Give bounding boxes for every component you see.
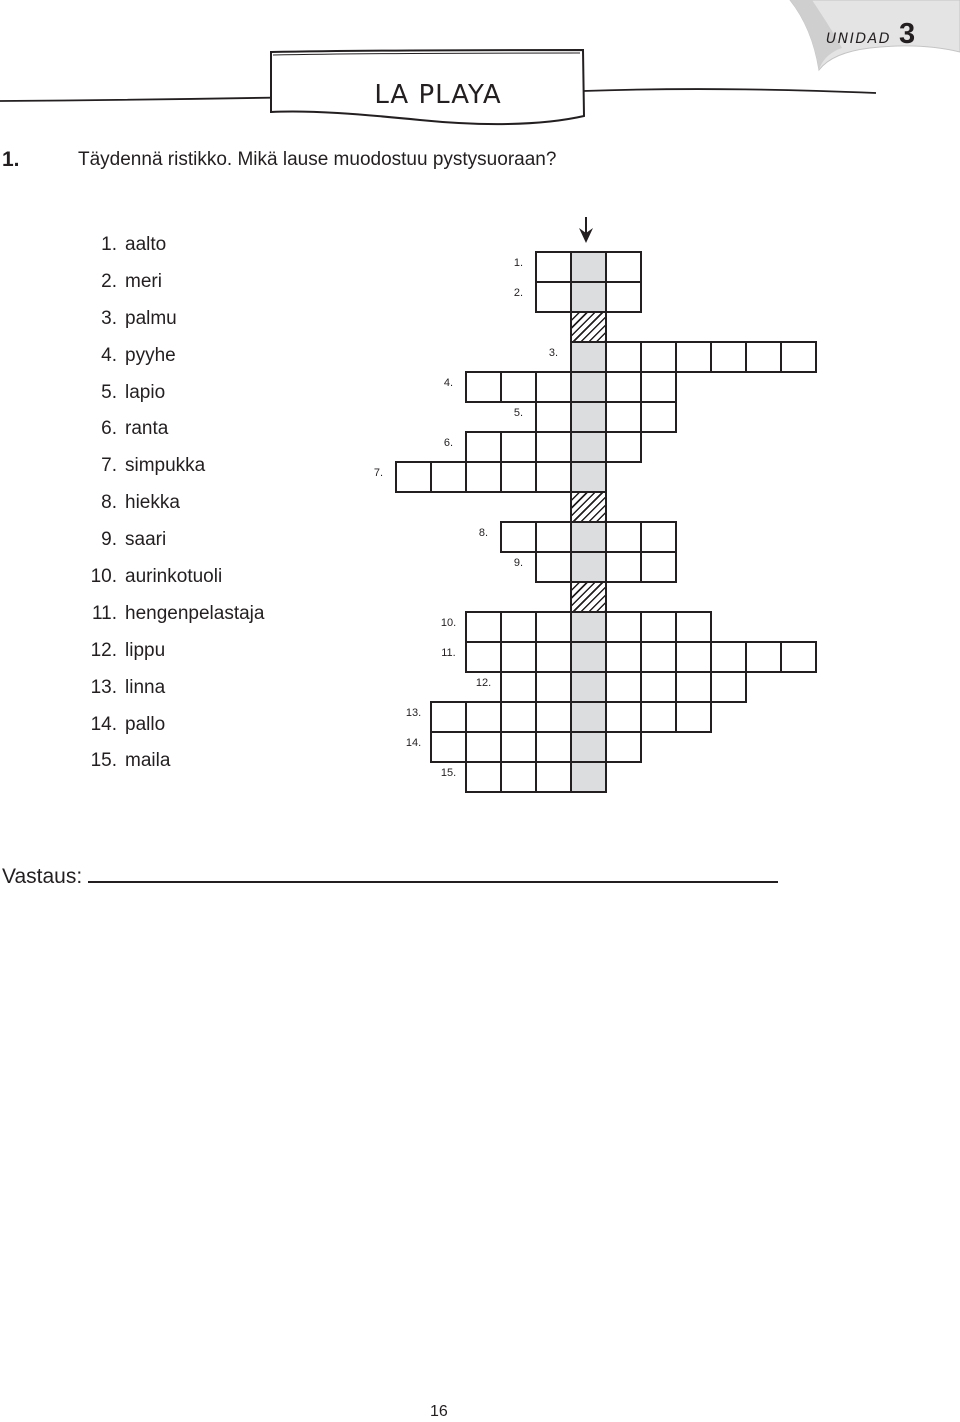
crossword-cell [640, 521, 677, 553]
page-number: 16 [430, 1403, 448, 1420]
crossword-cell [500, 431, 537, 463]
crossword-solution-cell [570, 731, 607, 763]
crossword-cell [430, 701, 467, 733]
word-list-item [85, 227, 264, 264]
crossword-cell [395, 461, 432, 493]
crossword-row-label: 4. [443, 377, 454, 389]
crossword-cell [535, 521, 572, 553]
crossword-cell [500, 641, 537, 673]
crossword-cell [465, 371, 502, 403]
answer-label: Vastaus: [2, 865, 83, 888]
crossword-cell [780, 341, 817, 373]
crossword-cell [675, 611, 712, 643]
crossword-spacer-cell [570, 311, 607, 343]
crossword-cell [640, 611, 677, 643]
crossword-cell [535, 611, 572, 643]
word-number: 5. [101, 381, 117, 403]
crossword-cell [640, 401, 677, 433]
crossword-solution-cell [570, 401, 607, 433]
crossword-cell [535, 761, 572, 793]
crossword-cell [605, 281, 642, 313]
word-text: maila [125, 750, 171, 772]
header-art [0, 0, 960, 140]
word-number: 9. [101, 529, 117, 551]
word-number: 4. [101, 344, 117, 366]
word-number: 11. [91, 602, 117, 624]
crossword-row-label: 2. [513, 287, 524, 299]
crossword-solution-cell [570, 671, 607, 703]
word-number: 3. [101, 307, 117, 329]
crossword-cell [675, 341, 712, 373]
page-title: LA PLAYA [374, 80, 502, 110]
word-text: pyyhe [125, 344, 176, 366]
crossword-cell [465, 641, 502, 673]
crossword-row-label: 11. [441, 647, 456, 659]
word-list-item [85, 264, 264, 301]
word-text: pallo [125, 713, 166, 735]
word-list-item [85, 633, 264, 670]
word-list-item [85, 448, 264, 485]
crossword-cell [535, 551, 572, 583]
crossword-cell [500, 701, 537, 733]
crossword-row-label: 8. [478, 527, 489, 539]
word-number: 1. [101, 234, 117, 255]
crossword-cell [465, 611, 502, 643]
word-text: saari [125, 529, 167, 551]
word-list-item [85, 375, 264, 412]
crossword-cell [430, 731, 467, 763]
crossword-cell [535, 701, 572, 733]
crossword-cell [535, 641, 572, 673]
word-number: 6. [101, 418, 117, 440]
crossword-row-label: 13. [405, 707, 422, 719]
crossword-cell [675, 671, 712, 703]
crossword-solution-cell [570, 521, 607, 553]
crossword-cell [535, 371, 572, 403]
word-number: 12. [90, 639, 117, 661]
crossword-cell [605, 611, 642, 643]
crossword-cell [605, 431, 642, 463]
crossword-cell [745, 641, 782, 673]
crossword-cell [675, 701, 712, 733]
crossword-row-label: 1. [513, 257, 524, 269]
crossword-cell [500, 611, 537, 643]
exercise-number: 1. [2, 148, 20, 171]
crossword-cell [780, 641, 817, 673]
word-list-item [85, 559, 264, 596]
word-number: 7. [101, 455, 117, 477]
crossword-cell [640, 341, 677, 373]
crossword-cell [605, 251, 642, 283]
crossword-cell [605, 341, 642, 373]
crossword-solution-cell [570, 341, 607, 373]
crossword-solution-cell [570, 701, 607, 733]
word-list-item [85, 707, 264, 744]
word-list-item [85, 522, 264, 559]
word-list-item [85, 485, 264, 522]
crossword-row-label: 5. [513, 407, 524, 419]
crossword-cell [640, 701, 677, 733]
crossword-row-label: 10. [440, 617, 457, 629]
crossword-solution-cell [570, 251, 607, 283]
crossword-cell [710, 641, 747, 673]
word-text: simpukka [125, 455, 206, 477]
crossword-cell [465, 701, 502, 733]
crossword-cell [605, 401, 642, 433]
crossword-cell [535, 281, 572, 313]
crossword-row-label: 3. [548, 347, 559, 359]
word-list-item [85, 301, 264, 338]
word-list-item [85, 670, 264, 707]
crossword-cell [465, 431, 502, 463]
crossword-cell [675, 641, 712, 673]
crossword-solution-cell [570, 431, 607, 463]
crossword-row-label: 6. [443, 437, 454, 449]
crossword-cell [500, 371, 537, 403]
word-text: hiekka [125, 492, 180, 514]
crossword-cell [535, 401, 572, 433]
crossword-solution-cell [570, 641, 607, 673]
crossword-row-label: 12. [475, 677, 492, 689]
crossword-cell [710, 671, 747, 703]
crossword-cell [465, 461, 502, 493]
crossword-cell [500, 731, 537, 763]
word-list-item [85, 596, 264, 633]
exercise-instruction: Täydennä ristikko. Mikä lause muodostuu pystysuoraan? [78, 149, 557, 170]
word-list-item [85, 338, 264, 375]
down-arrow-icon [578, 216, 596, 244]
crossword-cell [535, 461, 572, 493]
crossword-cell [500, 521, 537, 553]
crossword-cell [500, 461, 537, 493]
answer-line [88, 881, 778, 883]
word-text: lippu [125, 639, 166, 661]
word-text: linna [125, 676, 166, 698]
crossword-cell [605, 521, 642, 553]
crossword-cell [605, 701, 642, 733]
word-number: 8. [101, 492, 117, 514]
crossword-cell [465, 761, 502, 793]
crossword-cell [745, 341, 782, 373]
word-text: lapio [125, 381, 166, 403]
crossword-cell [465, 731, 502, 763]
word-number: 13. [90, 676, 117, 698]
word-number: 14. [90, 713, 117, 735]
crossword-cell [535, 251, 572, 283]
crossword-cell [430, 461, 467, 493]
word-text: meri [125, 270, 162, 292]
crossword-cell [605, 731, 642, 763]
crossword-row-label: 15. [440, 767, 457, 779]
crossword-cell [535, 431, 572, 463]
crossword-grid [361, 252, 821, 797]
crossword-row-label: 14. [405, 737, 422, 749]
word-list-item [85, 411, 264, 448]
word-text: hengenpelastaja [125, 602, 265, 624]
word-number: 2. [101, 270, 117, 292]
crossword-solution-cell [570, 281, 607, 313]
crossword-spacer-cell [570, 491, 607, 523]
word-list-item [85, 743, 264, 780]
crossword-cell [605, 641, 642, 673]
crossword-row-label: 9. [513, 557, 524, 569]
crossword-solution-cell [570, 551, 607, 583]
crossword-cell [500, 671, 537, 703]
word-text: aalto [125, 234, 167, 255]
word-text: ranta [125, 418, 169, 440]
crossword-solution-cell [570, 761, 607, 793]
crossword-solution-cell [570, 371, 607, 403]
word-number: 15. [90, 750, 117, 772]
crossword-solution-cell [570, 611, 607, 643]
unit-badge [826, 12, 915, 56]
word-number: 10. [90, 566, 117, 588]
crossword-cell [710, 341, 747, 373]
crossword-row-label: 7. [373, 467, 384, 479]
word-text: aurinkotuoli [125, 566, 223, 588]
crossword-cell [640, 641, 677, 673]
unit-label: UNIDAD [826, 31, 891, 47]
crossword-cell [605, 551, 642, 583]
crossword-cell [535, 731, 572, 763]
crossword-cell [640, 371, 677, 403]
crossword-solution-cell [570, 461, 607, 493]
crossword-cell [535, 671, 572, 703]
crossword-cell [640, 671, 677, 703]
word-text: palmu [125, 307, 177, 329]
crossword-cell [605, 371, 642, 403]
crossword-cell [500, 761, 537, 793]
crossword-cell [640, 551, 677, 583]
crossword-spacer-cell [570, 581, 607, 613]
word-list [85, 227, 264, 780]
unit-number: 3 [899, 18, 916, 50]
crossword-cell [605, 671, 642, 703]
